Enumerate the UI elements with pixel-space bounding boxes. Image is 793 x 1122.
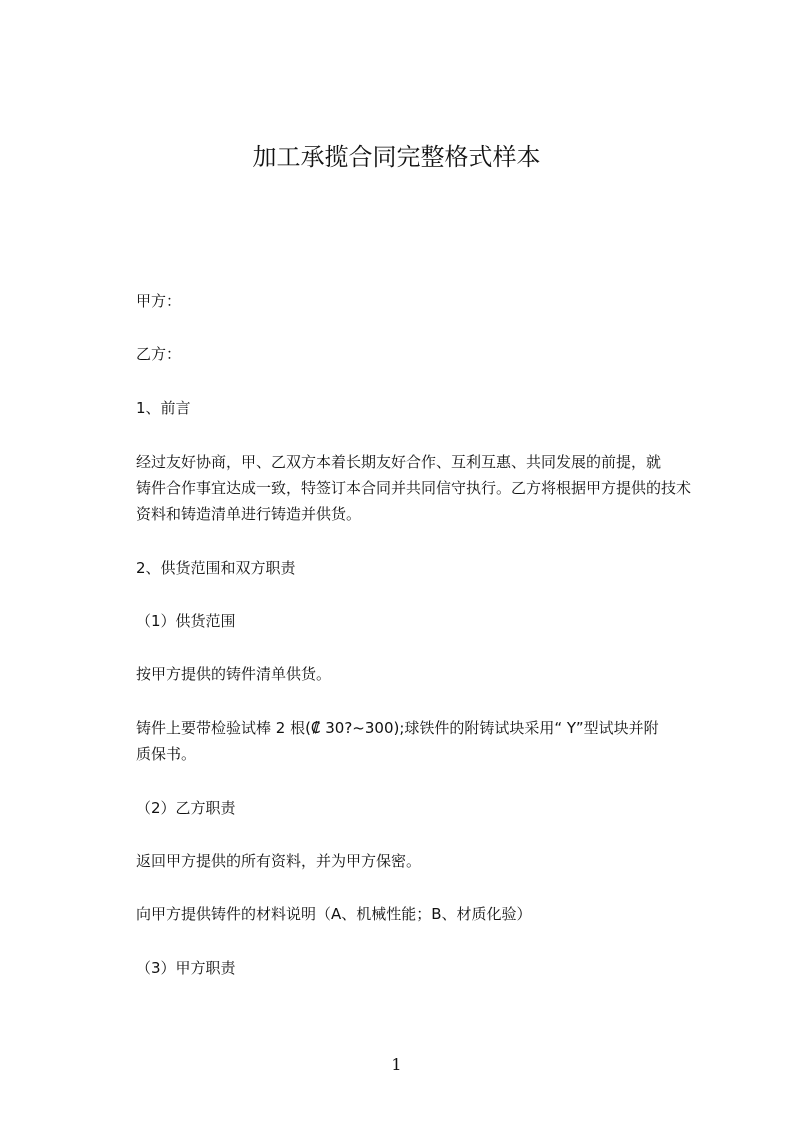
party-b-duty-line-1: 返回甲方提供的所有资料，并为甲方保密。 — [136, 852, 422, 870]
paragraph-line: 经过友好协商，甲、乙双方本着长期友好合作、互利互惠、共同发展的前提，就 — [136, 453, 662, 471]
paragraph-line: 资料和铸造清单进行铸造并供货。 — [136, 505, 362, 523]
supply-scope-line: 按甲方提供的铸件清单供货。 — [136, 665, 332, 683]
paragraph-line: 质保书。 — [136, 745, 197, 763]
section-2-heading: 2、供货范围和双方职责 — [136, 559, 296, 577]
party-b-duty-line-2: 向甲方提供铸件的材料说明（A、机械性能；B、材质化验） — [136, 905, 532, 923]
paragraph-line: 铸件上要带检验试棒 2 根(₡ 30?~300);球铁件的附铸试块采用“ Y”型试块并附 — [136, 719, 659, 737]
subsection-3-heading: （3）甲方职责 — [136, 959, 236, 977]
paragraph-line: 铸件合作事宜达成一致，特签订本合同并共同信守执行。乙方将根据甲方提供的技术 — [136, 479, 692, 497]
party-a-label: 甲方： — [136, 292, 182, 310]
section-1-heading: 1、前言 — [136, 399, 191, 417]
section-1-paragraph — [136, 449, 696, 527]
test-bar-paragraph — [136, 715, 696, 767]
document-title: 加工承揽合同完整格式样本 — [252, 143, 541, 171]
party-b-label: 乙方： — [136, 345, 182, 363]
subsection-1-heading: （1）供货范围 — [136, 612, 236, 630]
page-number: 1 — [391, 1055, 402, 1074]
subsection-2-heading: （2）乙方职责 — [136, 799, 236, 817]
